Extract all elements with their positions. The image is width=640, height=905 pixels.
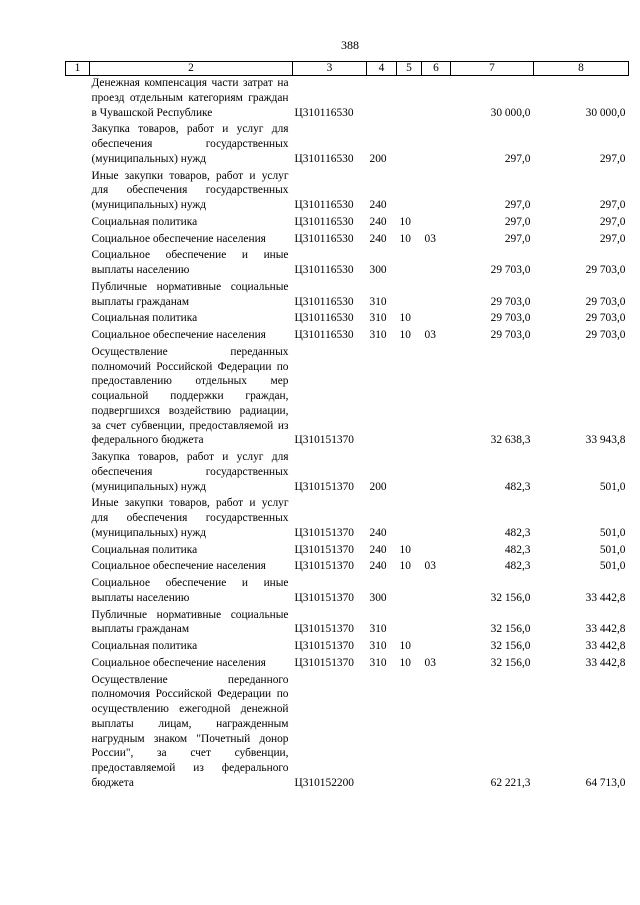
target-article-code: Ц310151370 <box>294 640 354 652</box>
section-code <box>397 76 422 121</box>
row-description: Социальное обеспечение и иные выплаты населению <box>91 577 289 604</box>
amount-col-7: 32 156,0 <box>490 591 531 604</box>
budget-table <box>65 61 629 791</box>
amount-col-7: 29 703,0 <box>490 312 531 325</box>
amount-col-8: 33 442,8 <box>585 656 626 669</box>
expense-type-code: 310 <box>369 656 387 669</box>
subsection-code: 03 <box>424 232 436 245</box>
section-code <box>397 343 422 448</box>
target-article-code: Ц310151370 <box>294 623 354 636</box>
blank-cell <box>66 654 90 671</box>
target-article-code: Ц310116530 <box>294 199 354 211</box>
amount-col-8: 29 703,0 <box>585 264 626 276</box>
amount-col-7: 32 638,3 <box>490 434 531 447</box>
amount-col-7: 29 703,0 <box>490 329 531 341</box>
table-row <box>66 654 629 671</box>
expense-type-code: 240 <box>369 232 387 245</box>
column-header: 8 <box>534 62 629 76</box>
amount-col-7: 29 703,0 <box>490 264 531 276</box>
blank-cell <box>66 637 90 654</box>
table-row <box>66 326 629 343</box>
blank-cell <box>66 541 90 558</box>
table-row <box>66 213 629 230</box>
subsection-code <box>422 278 451 310</box>
blank-cell <box>66 120 90 166</box>
table-row <box>66 671 629 791</box>
amount-col-7: 482,3 <box>504 526 531 539</box>
amount-col-8: 29 703,0 <box>585 312 626 325</box>
row-description: Социальное обеспечение населения <box>91 560 266 573</box>
row-description: Социальная политика <box>91 543 198 556</box>
target-article-code: Ц310151370 <box>294 656 354 669</box>
row-description: Социальная политика <box>91 215 198 228</box>
section-code: 10 <box>399 329 411 341</box>
expense-type-code: 300 <box>369 591 387 604</box>
section-code: 10 <box>399 312 411 325</box>
section-code <box>397 167 422 213</box>
column-header: 2 <box>90 62 293 76</box>
section-code: 10 <box>399 232 411 245</box>
amount-col-7: 32 156,0 <box>490 640 531 652</box>
expense-type-code: 310 <box>369 329 387 341</box>
subsection-code <box>422 671 451 791</box>
section-code: 10 <box>399 560 411 573</box>
subsection-code <box>422 120 451 166</box>
column-number-header <box>66 62 629 76</box>
target-article-code: Ц310151370 <box>294 591 354 604</box>
amount-col-8: 501,0 <box>599 480 626 493</box>
amount-col-8: 29 703,0 <box>585 295 626 308</box>
section-code <box>397 671 422 791</box>
expense-type-code: 240 <box>369 199 387 211</box>
amount-col-8: 33 442,8 <box>585 591 626 604</box>
amount-col-8: 29 703,0 <box>585 329 626 341</box>
expense-type-code: 310 <box>369 640 387 652</box>
row-description: Иные закупки товаров, работ и услуг для обеспечения государственных (муниципальных) нужд <box>91 497 289 539</box>
subsection-code <box>422 213 451 230</box>
expense-type-code: 240 <box>369 543 387 556</box>
blank-cell <box>66 494 90 540</box>
expense-type-code: 200 <box>369 480 387 493</box>
subsection-code: 03 <box>424 329 436 341</box>
column-header: 5 <box>397 62 422 76</box>
expense-type-code: 310 <box>369 312 387 325</box>
table-body <box>66 76 629 791</box>
table-row <box>66 230 629 247</box>
table-row <box>66 309 629 326</box>
amount-col-8: 297,0 <box>599 199 626 211</box>
row-description: Социальная политика <box>91 640 198 652</box>
amount-col-7: 30 000,0 <box>490 106 531 119</box>
section-code: 10 <box>399 640 411 652</box>
blank-cell <box>66 278 90 310</box>
table-row <box>66 637 629 654</box>
expense-type-code: 240 <box>369 560 387 573</box>
amount-col-8: 33 442,8 <box>585 623 626 636</box>
subsection-code <box>422 246 451 278</box>
target-article-code: Ц310116530 <box>294 152 354 165</box>
target-article-code: Ц310116530 <box>294 264 354 276</box>
subsection-code <box>422 606 451 638</box>
amount-col-8: 501,0 <box>599 543 626 556</box>
subsection-code <box>422 494 451 540</box>
subsection-code: 03 <box>424 560 436 573</box>
table-row <box>66 574 629 606</box>
column-header: 1 <box>66 62 90 76</box>
subsection-code <box>422 76 451 121</box>
section-code: 10 <box>399 543 411 556</box>
table-row <box>66 541 629 558</box>
subsection-code <box>422 541 451 558</box>
section-code <box>397 120 422 166</box>
amount-col-7: 297,0 <box>504 232 531 245</box>
table-row <box>66 448 629 494</box>
amount-col-7: 297,0 <box>504 152 531 165</box>
amount-col-8: 501,0 <box>599 526 626 539</box>
row-description: Социальное обеспечение населения <box>91 329 266 341</box>
row-description: Закупка товаров, работ и услуг для обеспечения государственных (муниципальных) нужд <box>91 123 289 165</box>
budget-table-container <box>65 61 628 791</box>
target-article-code: Ц310151370 <box>294 543 354 556</box>
blank-cell <box>66 309 90 326</box>
expense-type-code <box>367 343 397 448</box>
row-description: Осуществление переданного полномочия Российской Федерации по осуществлению ежегодной денежной выплаты лицам, награжденным нагрудным знаком "Почетный донор России", за счет субвенции, предоставляемой из федерального бюджета <box>91 673 289 789</box>
amount-col-7: 32 156,0 <box>490 656 531 669</box>
row-description: Публичные нормативные социальные выплаты гражданам <box>91 608 289 636</box>
target-article-code: Ц310116530 <box>294 329 354 341</box>
amount-col-7: 29 703,0 <box>490 295 531 308</box>
target-article-code: Ц310151370 <box>294 526 354 539</box>
expense-type-code: 240 <box>369 215 387 228</box>
section-code <box>397 494 422 540</box>
row-description: Иные закупки товаров, работ и услуг для обеспечения государственных (муниципальных) нужд <box>91 169 289 211</box>
table-row <box>66 494 629 540</box>
blank-cell <box>66 606 90 638</box>
amount-col-8: 30 000,0 <box>585 106 626 119</box>
row-description: Публичные нормативные социальные выплаты гражданам <box>91 280 289 308</box>
table-row <box>66 167 629 213</box>
subsection-code <box>422 167 451 213</box>
row-description: Денежная компенсация части затрат на проезд отдельным категориям граждан в Чувашской Республике <box>91 77 289 119</box>
target-article-code: Ц310116530 <box>294 232 354 245</box>
table-row <box>66 606 629 638</box>
blank-cell <box>66 343 90 448</box>
amount-col-7: 297,0 <box>504 215 531 228</box>
table-row <box>66 76 629 121</box>
target-article-code: Ц310152200 <box>294 776 354 789</box>
subsection-code <box>422 574 451 606</box>
blank-cell <box>66 448 90 494</box>
column-header: 4 <box>367 62 397 76</box>
subsection-code <box>422 343 451 448</box>
row-description: Социальное обеспечение и иные выплаты населению <box>91 249 289 276</box>
amount-col-8: 33 943,8 <box>585 434 626 447</box>
blank-cell <box>66 574 90 606</box>
subsection-code <box>422 637 451 654</box>
expense-type-code <box>367 76 397 121</box>
target-article-code: Ц310116530 <box>294 106 354 119</box>
section-code <box>397 574 422 606</box>
table-row <box>66 557 629 574</box>
subsection-code <box>422 448 451 494</box>
subsection-code <box>422 309 451 326</box>
table-row <box>66 278 629 310</box>
expense-type-code: 310 <box>369 295 387 308</box>
row-description: Социальная политика <box>91 312 198 325</box>
blank-cell <box>66 213 90 230</box>
blank-cell <box>66 76 90 121</box>
target-article-code: Ц310151370 <box>294 434 354 447</box>
row-description: Социальное обеспечение населения <box>91 656 266 669</box>
blank-cell <box>66 246 90 278</box>
section-code <box>397 448 422 494</box>
target-article-code: Ц310116530 <box>294 215 354 228</box>
table-row <box>66 246 629 278</box>
section-code <box>397 246 422 278</box>
table-row <box>66 120 629 166</box>
expense-type-code <box>367 671 397 791</box>
amount-col-8: 64 713,0 <box>585 776 626 789</box>
column-header: 6 <box>422 62 451 76</box>
section-code: 10 <box>399 215 411 228</box>
amount-col-7: 482,3 <box>504 560 531 573</box>
row-description: Закупка товаров, работ и услуг для обеспечения государственных (муниципальных) нужд <box>91 451 289 493</box>
page-number: 388 <box>341 38 359 52</box>
amount-col-7: 482,3 <box>504 480 531 493</box>
amount-col-8: 33 442,8 <box>585 640 626 652</box>
blank-cell <box>66 671 90 791</box>
amount-col-7: 62 221,3 <box>490 776 531 789</box>
amount-col-7: 32 156,0 <box>490 623 531 636</box>
column-header: 3 <box>293 62 367 76</box>
target-article-code: Ц310151370 <box>294 480 354 493</box>
section-code <box>397 606 422 638</box>
expense-type-code: 200 <box>369 152 387 165</box>
target-article-code: Ц310151370 <box>294 560 354 573</box>
section-code <box>397 278 422 310</box>
row-description: Осуществление переданных полномочий Российской Федерации по предоставлению отдельных мер социальной поддержки граждан, подвергшихся воздействию радиации, за счет субвенции, предоставляемой из федерального бюджета <box>91 345 289 447</box>
subsection-code: 03 <box>424 656 436 669</box>
amount-col-7: 297,0 <box>504 199 531 211</box>
blank-cell <box>66 230 90 247</box>
target-article-code: Ц310116530 <box>294 295 354 308</box>
expense-type-code: 240 <box>369 526 387 539</box>
amount-col-8: 297,0 <box>599 215 626 228</box>
blank-cell <box>66 326 90 343</box>
expense-type-code: 300 <box>369 264 387 276</box>
amount-col-8: 297,0 <box>599 152 626 165</box>
target-article-code: Ц310116530 <box>294 312 354 325</box>
section-code: 10 <box>399 656 411 669</box>
blank-cell <box>66 167 90 213</box>
amount-col-7: 482,3 <box>504 543 531 556</box>
blank-cell <box>66 557 90 574</box>
amount-col-8: 297,0 <box>599 232 626 245</box>
row-description: Социальное обеспечение населения <box>91 232 266 245</box>
expense-type-code: 310 <box>369 623 387 636</box>
column-header: 7 <box>451 62 534 76</box>
table-row <box>66 343 629 448</box>
amount-col-8: 501,0 <box>599 560 626 573</box>
